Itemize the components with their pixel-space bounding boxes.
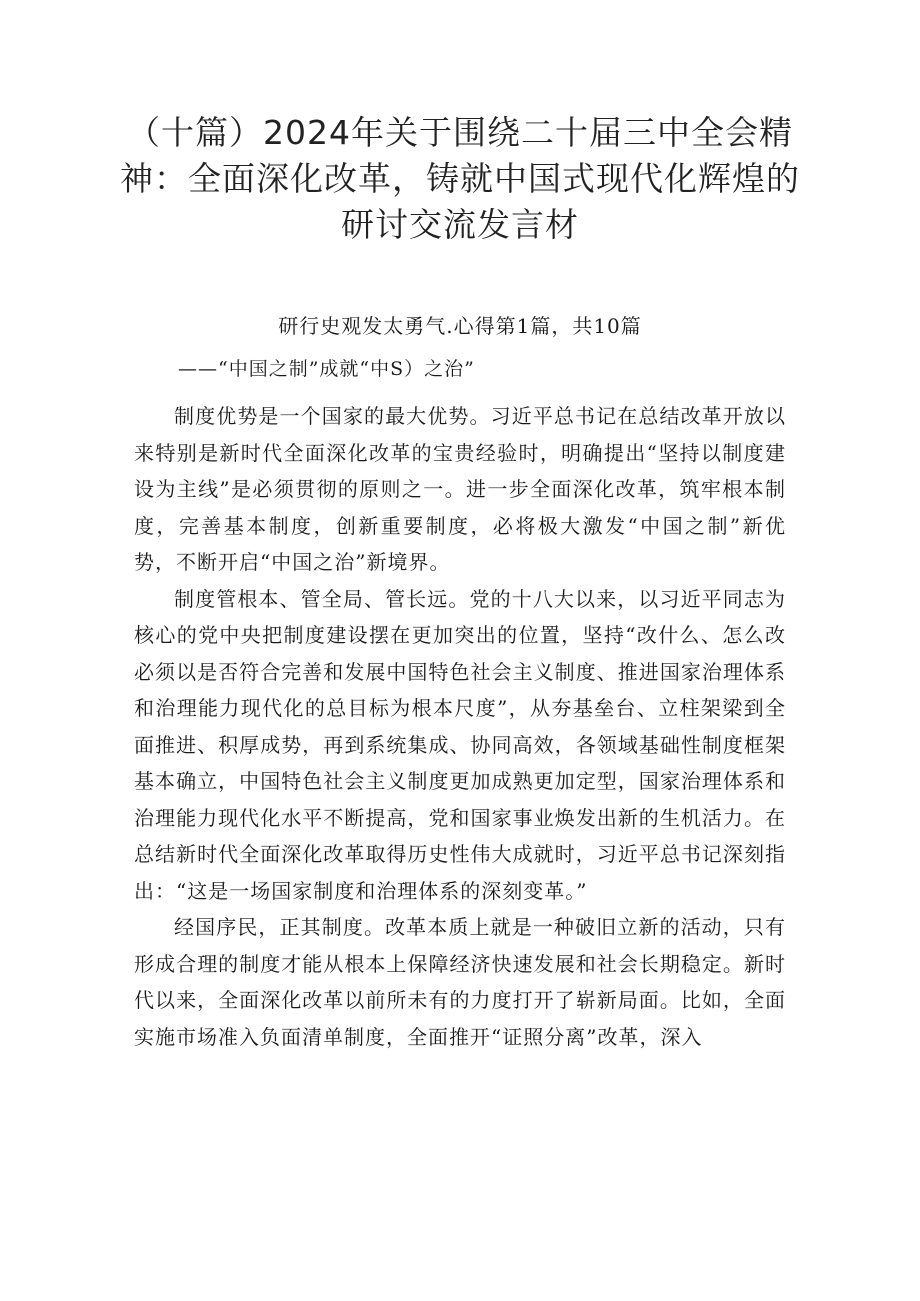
paragraph-2: 制度管根本、管全局、管长远。党的十八大以来，以习近平同志为核心的党中央把制度建设摆在更加突出的位置，坚持“改什么、怎么改必须以是否符合完善和发展中国特色社会主义制度、推进国家治理体系和治理能力现代化的总目标为根本尺度”，从夯基垒台、立柱架梁到全面推进、积厚成势，再到系统集成、协同高效，各领域基础性制度框架基本确立，中国特色社会主义制度更加成熟更加定型，国家治理体系和治理能力现代化水平不断提高，党和国家事业焕发出新的生机活力。在总结新时代全面深化改革取得历史性伟大成就时，习近平总书记深刻指出：“这是一场国家制度和治理体系的深刻变革。” xyxy=(134,586,786,903)
paragraph-1: 制度优势是一个国家的最大优势。习近平总书记在总结改革开放以来特别是新时代全面深化改革的宝贵经验时，明确提出“坚持以制度建设为主线”是必须贯彻的原则之一。进一步全面深化改革，筑牢根本制度，完善基本制度，创新重要制度，必将极大激发“中国之制”新优势，不断开启“中国之治”新境界。 xyxy=(134,404,786,574)
document-title: （十篇）2024年关于围绕二十届三中全会精神：全面深化改革，铸就中国式现代化辉煌的研讨交流发言材 xyxy=(120,113,800,244)
document-subline: ——“中国之制”成就“中S）之治” xyxy=(178,358,475,380)
document-subtitle: 研行史观发太勇气.心得第1篇，共10篇 xyxy=(278,314,642,338)
document-body xyxy=(134,398,786,1055)
paragraph-3: 经国序民，正其制度。改革本质上就是一种破旧立新的活动，只有形成合理的制度才能从根本上保障经济快速发展和社会长期稳定。新时代以来，全面深化改革以前所未有的力度打开了崭新局面。比如，全面实施市场准入负面清单制度，全面推开“证照分离”改革，深入 xyxy=(134,915,786,1049)
